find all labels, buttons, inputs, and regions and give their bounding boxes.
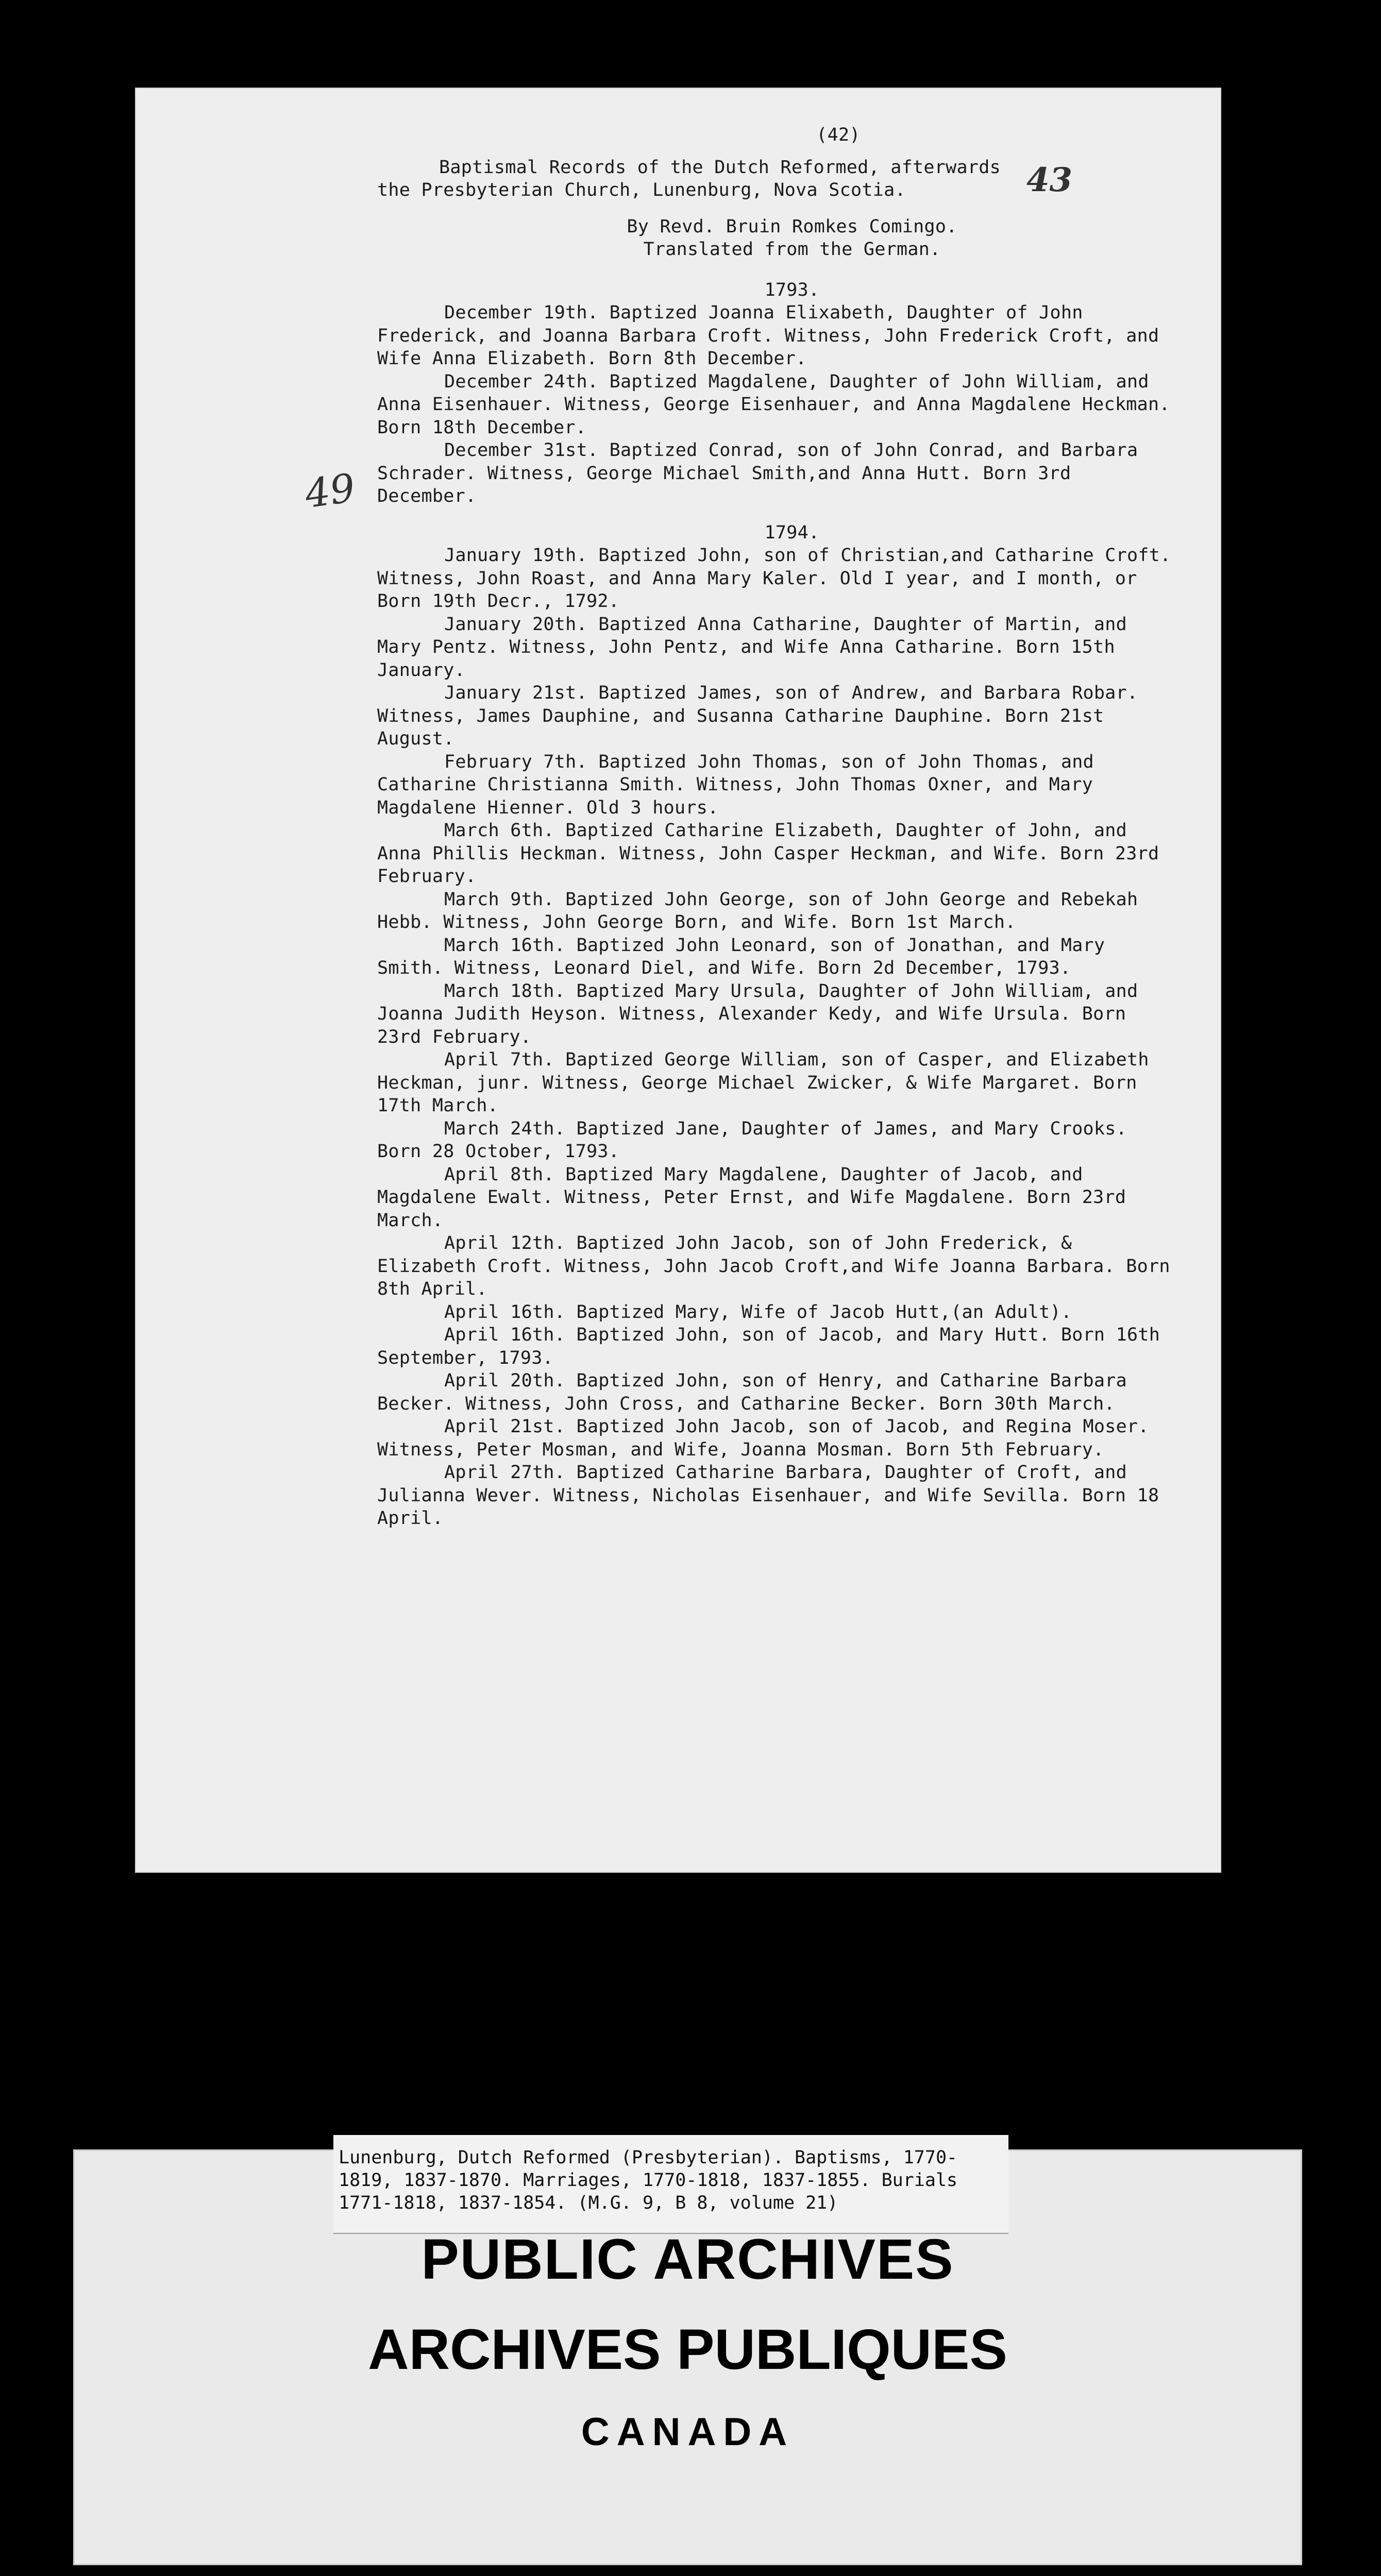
baptism-entry: March 18th. Baptized Mary Ursula, Daughter of John William, and Joanna Judith Heyson. Witness, Alexander Kedy, and Wife Ursula. Born 23rd February.: [377, 980, 1138, 1047]
baptism-entry: April 12th. Baptized John Jacob, son of John Frederick, & Elizabeth Croft. Witness, John Jacob Croft,and Wife Joanna Barbara. Born 8th April.: [377, 1233, 1170, 1299]
baptism-entry: March 24th. Baptized Jane, Daughter of James, and Mary Crooks. Born 28 October, 1793.: [377, 1118, 1127, 1162]
baptism-entry: April 21st. Baptized John Jacob, son of Jacob, and Regina Moser. Witness, Peter Mosman, and Wife, Joanna Mosman. Born 5th February.: [377, 1416, 1149, 1460]
baptism-entry: March 16th. Baptized John Leonard, son of Jonathan, and Mary Smith. Witness, Leonard Diel, and Wife. Born 2d December, 1793.: [377, 935, 1105, 978]
strip-line-2: 1819, 1837-1870. Marriages, 1770-1818, 1837-1855. Burials: [339, 2170, 958, 2191]
handwritten-page-number: 43: [1026, 161, 1073, 199]
strip-line-1: Lunenburg, Dutch Reformed (Presbyterian). Baptisms, 1770-: [339, 2147, 958, 2168]
author-line: By Revd. Bruin Romkes Comingo.: [627, 216, 957, 237]
archive-label-card: [73, 2149, 1302, 2565]
archive-country: CANADA: [581, 2410, 795, 2454]
baptism-entry: April 20th. Baptized John, son of Henry, and Catharine Barbara Becker. Witness, John Cross, and Catharine Becker. Born 30th March.: [377, 1370, 1127, 1414]
strip-line-3: 1771-1818, 1837-1854. (M.G. 9, B 8, volume 21): [339, 2193, 838, 2213]
document-page: [135, 88, 1221, 1873]
baptism-entry: December 24th. Baptized Magdalene, Daughter of John William, and Anna Eisenhauer. Witness, George Eisenhauer, and Anna Magdalene Heckman. Born 18th December.: [377, 371, 1170, 438]
title-line-2: the Presbyterian Church, Lunenburg, Nova Scotia.: [377, 180, 906, 200]
year-heading: 1794.: [764, 522, 820, 543]
year-heading: 1793.: [764, 279, 820, 300]
baptism-entry: April 7th. Baptized George William, son of Casper, and Elizabeth Heckman, junr. Witness, George Michael Zwicker, & Wife Margaret. Born 17th March.: [377, 1049, 1149, 1116]
translation-note: Translated from the German.: [643, 239, 941, 260]
baptism-entry: December 31st. Baptized Conrad, son of John Conrad, and Barbara Schrader. Witness, George Michael Smith,and Anna Hutt. Born 3rd December.: [377, 440, 1138, 506]
document-body: [377, 124, 1176, 1530]
baptism-entry: March 6th. Baptized Catharine Elizabeth, Daughter of John, and Anna Phillis Heckman. Witness, John Casper Heckman, and Wife. Born 23rd February.: [377, 820, 1159, 887]
baptism-entry: February 7th. Baptized John Thomas, son of John Thomas, and Catharine Christianna Smith. Witness, John Thomas Oxner, and Mary Magdalene Hienner. Old 3 hours.: [377, 751, 1094, 818]
archive-title-french: ARCHIVES PUBLIQUES: [368, 2318, 1007, 2381]
baptism-entry: April 8th. Baptized Mary Magdalene, Daughter of Jacob, and Magdalene Ewalt. Witness, Peter Ernst, and Wife Magdalene. Born 23rd March.: [377, 1164, 1126, 1231]
baptism-entry: March 9th. Baptized John George, son of John George and Rebekah Hebb. Witness, John George Born, and Wife. Born 1st March.: [377, 889, 1138, 933]
title-line-1: Baptismal Records of the Dutch Reformed, afterwards: [439, 157, 1001, 178]
collection-description-strip: [333, 2135, 1008, 2233]
handwritten-margin-number: 49: [302, 464, 358, 517]
baptism-entry: January 19th. Baptized John, son of Christian,and Catharine Croft. Witness, John Roast, and Anna Mary Kaler. Old I year, and I month, or Born 19th Decr., 1792.: [377, 545, 1171, 612]
baptism-entry: April 16th. Baptized Mary, Wife of Jacob Hutt,(an Adult).: [444, 1301, 1072, 1323]
archive-title-english: PUBLIC ARCHIVES: [421, 2228, 954, 2291]
baptism-entry: April 16th. Baptized John, son of Jacob, and Mary Hutt. Born 16th September, 1793.: [377, 1325, 1160, 1368]
record-sections: [377, 279, 1176, 1530]
baptism-entry: January 20th. Baptized Anna Catharine, Daughter of Martin, and Mary Pentz. Witness, John Pentz, and Wife Anna Catharine. Born 15th January.: [377, 614, 1127, 681]
baptism-entry: April 27th. Baptized Catharine Barbara, Daughter of Croft, and Julianna Wever. Witness, Nicholas Eisenhauer, and Wife Sevilla. Born 18 April.: [377, 1462, 1159, 1529]
page-number: (42): [816, 125, 861, 145]
baptism-entry: December 19th. Baptized Joanna Elixabeth, Daughter of John Frederick, and Joanna Barbara Croft. Witness, John Frederick Croft, and Wife Anna Elizabeth. Born 8th December.: [377, 302, 1159, 369]
baptism-entry: January 21st. Baptized James, son of Andrew, and Barbara Robar. Witness, James Dauphine, and Susanna Catharine Dauphine. Born 21st August.: [377, 683, 1138, 749]
